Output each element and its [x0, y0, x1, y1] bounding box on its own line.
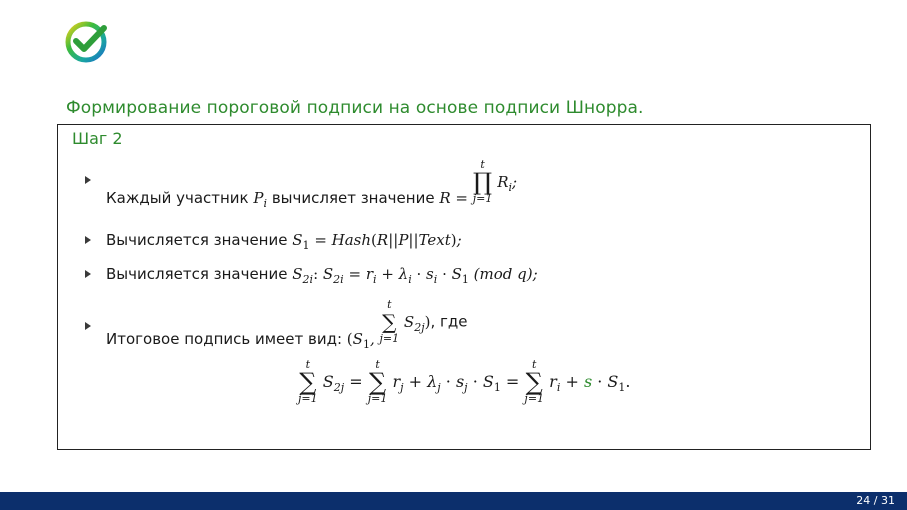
block-title: Шаг 2	[72, 129, 123, 148]
lower-limit: j=1	[298, 392, 318, 405]
product-symbol: ∏	[473, 168, 493, 196]
page-number: 24 / 31	[856, 494, 895, 507]
item-text: Вычисляется значение	[106, 231, 288, 249]
content-block	[57, 124, 871, 450]
item-text: вычисляет значение	[271, 188, 435, 207]
mod-expression: (mod q);	[473, 265, 538, 283]
bullet-icon	[85, 322, 91, 330]
formula: $S_{2i}$: $S_{2i} = r_i + \lambda_i \cdot s_i \cdot S_1$ (mod q);	[292, 265, 538, 286]
sum-operator	[368, 359, 388, 405]
green-variable: s	[583, 371, 593, 391]
display-equation	[298, 359, 630, 405]
formula: $R_i$;	[497, 172, 518, 194]
sum-symbol: ∑	[382, 310, 397, 334]
lower-limit: j=1	[379, 332, 400, 345]
upper-limit: t	[305, 358, 311, 371]
bullet-icon	[85, 176, 91, 184]
upper-limit: t	[532, 358, 537, 371]
formula: ($S_1$,	[346, 329, 375, 351]
bullet-icon	[85, 270, 91, 278]
sum-operator	[524, 359, 544, 405]
product-operator	[473, 159, 493, 205]
sum-operator	[298, 359, 318, 405]
logo-check-icon	[62, 18, 110, 66]
lower-limit: j=1	[472, 192, 493, 205]
upper-limit: t	[480, 158, 485, 171]
lower-limit: j=1	[367, 392, 388, 405]
bullet-icon	[85, 236, 91, 244]
sum-symbol: ∑	[299, 368, 317, 396]
formula: $r_i + s \cdot S_1$.	[549, 371, 631, 394]
formula: $S_{2j}$)	[403, 312, 431, 334]
sum-operator	[380, 299, 400, 345]
formula: R =	[439, 188, 468, 207]
item-text: Каждый участник	[106, 188, 249, 207]
slide-title: Формирование пороговой подписи на основе подписи Шнорра.	[66, 98, 644, 118]
upper-limit: t	[375, 358, 380, 371]
sum-symbol: ∑	[368, 368, 387, 396]
formula: $S_1$ = Hash(R||P||Text);	[292, 231, 462, 252]
formula: $r_j + \lambda_j \cdot s_j \cdot S_1$ =	[392, 371, 520, 394]
sum-symbol: ∑	[525, 368, 543, 396]
item-text: Вычисляется значение	[106, 265, 288, 283]
footer-bar	[0, 492, 907, 510]
upper-limit: t	[387, 298, 392, 311]
formula: $P_i$	[253, 188, 268, 210]
item-text: Итоговое подпись имеет вид:	[106, 329, 343, 348]
item-text: , где	[430, 312, 468, 331]
lower-limit: j=1	[524, 392, 545, 405]
formula: $S_{2j}$ =	[322, 371, 363, 394]
